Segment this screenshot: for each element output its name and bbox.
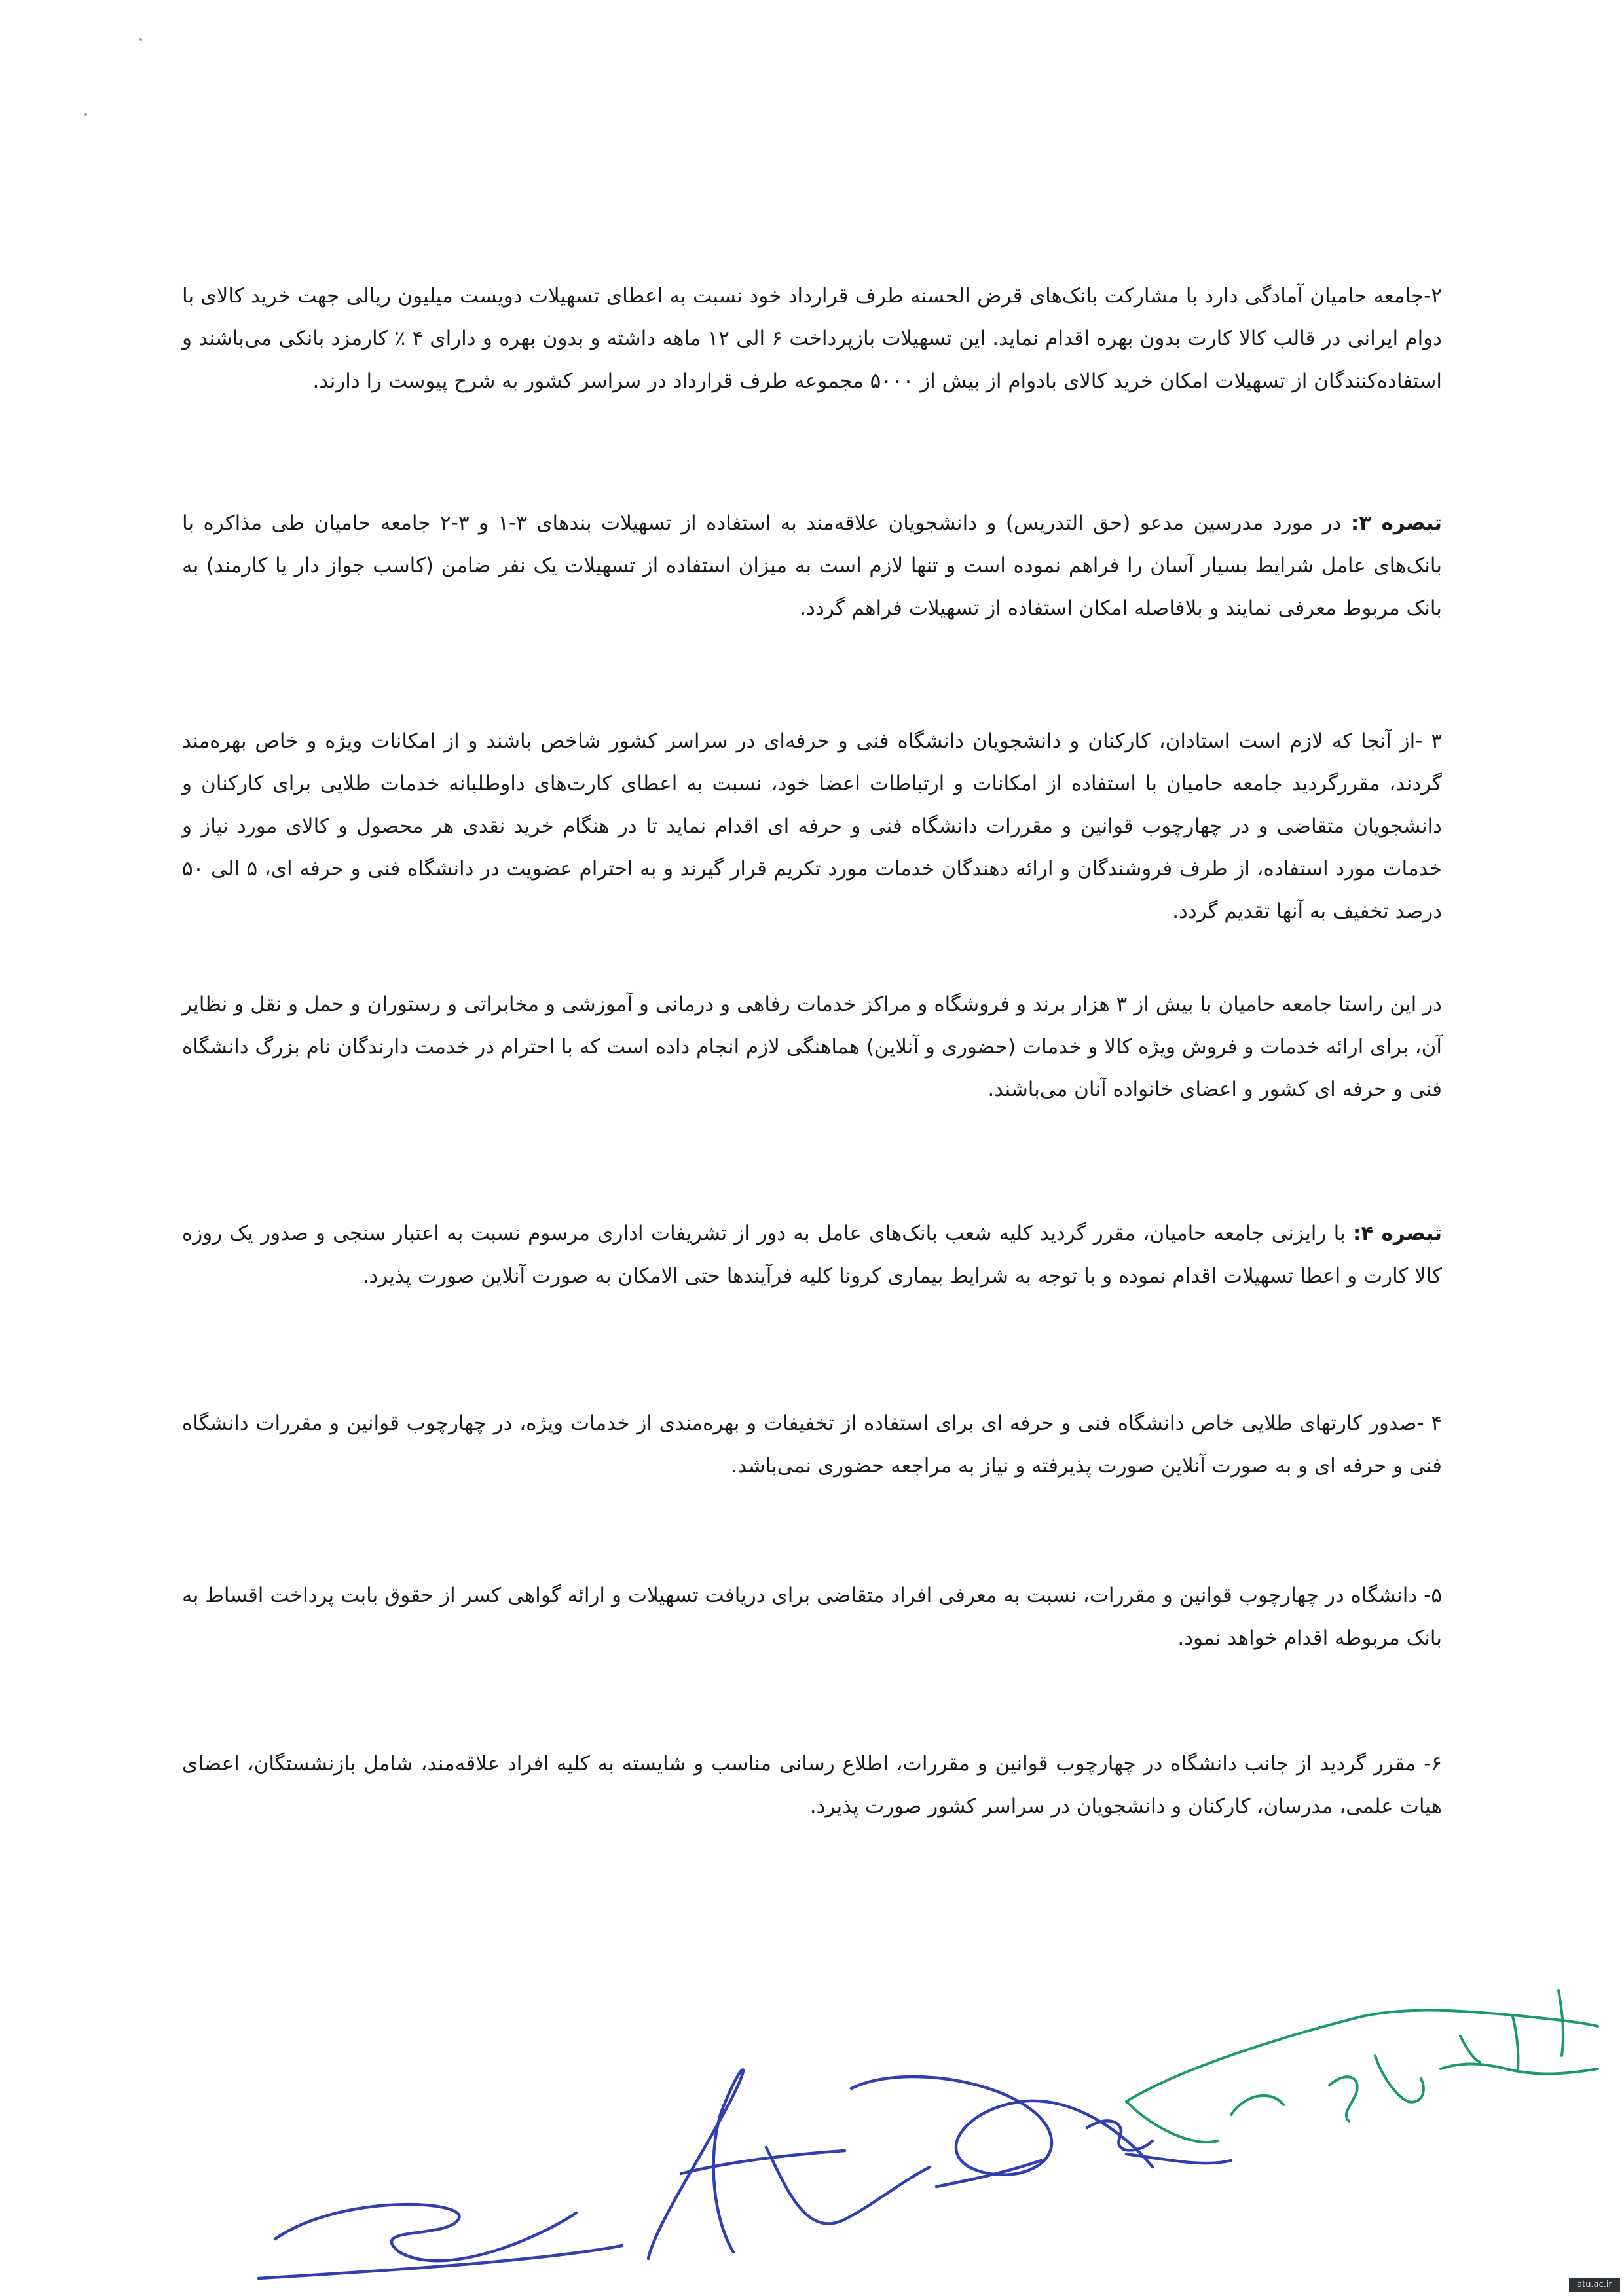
- paragraph-text: ۲-جامعه حامیان آمادگی دارد با مشارکت بانک‌های قرض الحسنه طرف قرارداد خود نسبت به اعطای تسهیلات دویست میلیون ریالی جهت خرید کالای با دوام ایرانی در قالب کالا کارت بدون بهره اقدام نماید. این تسهیلات بازپرداخت ۶ الی ۱۲ ماهه داشته و بدون بهره و دارای ۴ ٪ کارمزد بانکی می‌باشند و استفاده‌کنندگان از تسهیلات امکان خرید کالای بادوام از بیش از ۵۰۰۰ مجموعه طرف قرارداد در سراسر کشور به شرح پیوست را دارند.: [182, 284, 1442, 393]
- paragraph-4: [182, 1402, 1442, 1487]
- paragraph-text: ۳ -از آنجا که لازم است استادان، کارکنان و دانشجویان دانشگاه فنی و حرفه‌ای در سراسر کشور شاخص باشند و از امکانات ویژه و خاص بهره‌مند گردند، مقررگردید جامعه حامیان با استفاده از امکانات و ارتباطات اعضا خود، نسبت به اعطای کارت‌های داوطلبانه خدمات طلایی برای کارکنان و دانشجویان متقاضی و در چهارچوب قوانین و مقررات دانشگاه فنی و حرفه ای اقدام نماید تا در هنگام خرید نقدی هر محصول و کالای مورد نیاز و خدمات مورد استفاده، از طرف فروشندگان و ارائه دهندگان خدمات مورد تکریم قرار گیرند و به احترام عضویت در دانشگاه فنی و حرفه ای، ۵ الی ۵۰ درصد تخفیف به آنها تقدیم گردد.: [182, 729, 1442, 923]
- paragraph-3-continued: [182, 983, 1442, 1111]
- scan-speck: [139, 38, 142, 41]
- note-label: تبصره ۴:: [1353, 1222, 1442, 1245]
- note-text: با رایزنی جامعه حامیان، مقرر گردید کلیه شعب بانک‌های عامل به دور از تشریفات اداری مرسوم نسبت به اعتبار سنجی و صدور یک روزه کالا کارت و اعطا تسهیلات اقدام نموده و با توجه به شرایط بیماری کرونا کلیه فرآیندها حتی الامکان به صورت آنلاین صورت پذیرد.: [182, 1222, 1442, 1288]
- site-watermark-badge: atu.ac.ir: [1569, 2278, 1620, 2292]
- paragraph-text: ۵- دانشگاه در چهارچوب قوانین و مقررات، نسبت به معرفی افراد متقاضی برای دریافت تسهیلات و ارائه گواهی کسر از حقوق بابت پرداخت اقساط به بانک مربوطه اقدام خواهد نمود.: [182, 1584, 1442, 1650]
- paragraph-6: [182, 1743, 1442, 1828]
- green-signature: [1126, 1990, 1598, 2142]
- blue-signature: [259, 2069, 1231, 2278]
- note-3: [182, 502, 1442, 630]
- paragraph-text: ۶- مقرر گردید از جانب دانشگاه در چهارچوب قوانین و مقررات، اطلاع رسانی مناسب و شایسته به کلیه افراد علاقه‌مند، شامل بازنشستگان، اعضای هیات علمی، مدرسان، کارکنان و دانشجویان در سراسر کشور صورت پذیرد.: [182, 1752, 1442, 1818]
- note-label: تبصره ۳:: [1350, 511, 1442, 535]
- paragraph-2: [182, 275, 1442, 403]
- scan-speck: [84, 113, 87, 116]
- paragraph-5: [182, 1575, 1442, 1660]
- paragraph-text: ۴ -صدور کارتهای طلایی خاص دانشگاه فنی و حرفه ای برای استفاده از تخفیفات و بهره‌مندی از خدمات ویژه، در چهارچوب قوانین و مقررات دانشگاه فنی و حرفه ای و به صورت آنلاین صورت پذیرفته و نیاز به مراجعه حضوری نمی‌باشد.: [182, 1412, 1442, 1478]
- paragraph-3: [182, 720, 1442, 933]
- paragraph-text: در این راستا جامعه حامیان با بیش از ۳ هزار برند و فروشگاه و مراکز خدمات رفاهی و درمانی و آموزشی و مخابراتی و رستوران و حمل و نقل و نظایر آن، برای ارائه خدمات و فروش ویژه کالا و خدمات (حضوری و آنلاین) هماهنگی لازم انجام داده است که با احترام در خدمت دارندگان نام بزرگ دانشگاه فنی و حرفه ای کشور و اعضای خانواده آنان می‌باشند.: [182, 993, 1442, 1101]
- note-4: [182, 1212, 1442, 1298]
- note-text: در مورد مدرسین مدعو (حق التدریس) و دانشجویان علاقه‌مند به استفاده از تسهیلات بندهای ۳-۱ و ۳-۲ جامعه حامیان طی مذاکره با بانک‌های عامل شرایط بسیار آسان را فراهم نموده است و تنها لازم است به میزان استفاده از تسهیلات یک نفر ضامن (کاسب جواز دار یا کارمند) به بانک مربوط معرفی نمایند و بلافاصله امکان استفاده از تسهیلات فراهم گردد.: [182, 511, 1442, 620]
